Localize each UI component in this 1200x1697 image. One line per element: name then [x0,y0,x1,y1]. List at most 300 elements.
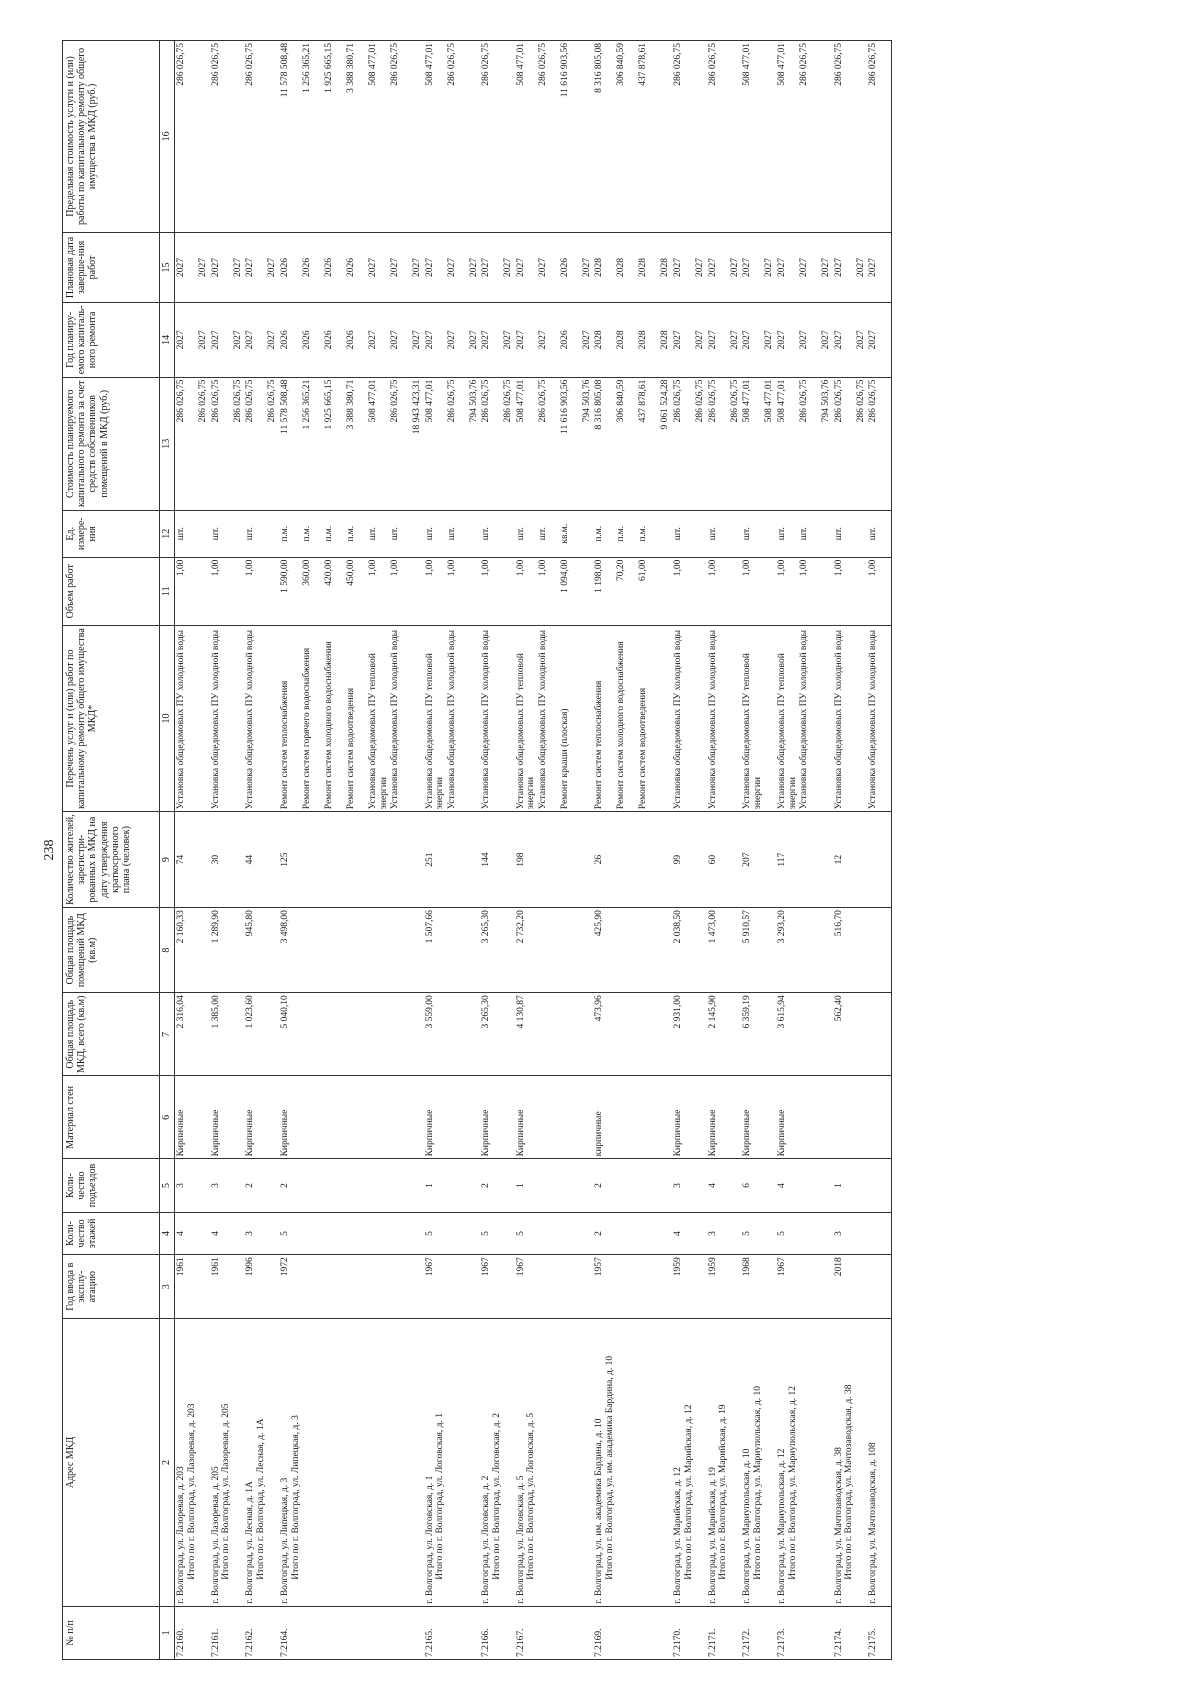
floors-count [867,1212,892,1255]
commissioning-year: 1972 [279,1255,424,1319]
address-cell [515,1319,594,1607]
total-end: 2027 [581,257,592,277]
work-cost: 286 026,75 [245,379,256,423]
work-end-cell [867,232,892,302]
work-limit-cell [244,41,279,233]
total-label: Итого по г. Волгоград, ул. Мариупольская, д. 10 [752,1386,763,1580]
work-year: 2028 [616,330,627,350]
rooms-area: 1 289,90 [210,908,245,993]
work-volume-cell [175,557,210,625]
page-number: 238 [42,839,57,861]
work-limit: 3 388 380,71 [345,43,356,93]
address-line: г. Волгоград, ул. Мариупольская, д. 10 [742,1448,753,1604]
work-name: Установка общедомовых ПУ холодной воды [537,629,548,810]
wall-material: Кирпичные [279,1076,424,1159]
total-end: 2027 [820,257,831,277]
work-unit: шт. [868,527,879,541]
work-year: 2027 [868,330,879,350]
work-limit-cell [776,41,833,233]
work-year: 2027 [210,330,221,350]
work-unit-cell [424,510,481,557]
address-line: г. Волгоград, ул. им. академика Бардина, д. 10 [594,1418,605,1604]
commissioning-year: 1959 [707,1255,742,1319]
work-cost: 286 026,75 [798,379,809,423]
work-end-cell [480,232,515,302]
table-row [279,41,424,1660]
floors-count: 3 [707,1212,742,1255]
work-cost: 286 026,75 [210,379,221,423]
work-year-cell [741,303,776,378]
total-label: Итого по г. Волгоград, ул. Логовская, д. 2 [491,1413,502,1580]
work-cost-cell [279,377,424,510]
work-name: Установка общедомовых ПУ холодной воды [446,629,457,810]
work-cost: 1 925 665,15 [323,379,334,430]
column-header: Год планиру-емого капиталь-ного ремонта [63,303,160,378]
wall-material [867,1076,892,1159]
work-volume: 70,20 [616,559,627,582]
capital-repair-table [62,40,892,1660]
column-number: 10 [160,625,175,811]
work-cost: 11 578 508,48 [279,379,290,434]
work-volume-cell [776,557,833,625]
wall-material: Кирпичные [244,1076,279,1159]
row-number: 7.2175. [867,1606,892,1659]
work-end: 2027 [515,257,526,277]
work-unit: шт. [515,527,526,541]
wall-material: Кирпичные [515,1076,594,1159]
work-volume: 1,00 [742,559,753,577]
work-end: 2027 [776,257,787,277]
work-name: Установка общедомовых ПУ холодной воды [673,629,683,810]
work-end: 2026 [301,257,312,277]
work-end-cell [424,232,481,302]
work-name: Установка общедомовых ПУ холодной воды [833,629,844,810]
column-header: Ед. измере-ния [63,510,160,557]
total-end: 2027 [729,257,740,277]
work-unit-cell [279,510,424,557]
rooms-area: 1 507,66 [424,908,481,993]
column-header: Коли-чество подъездов [63,1159,160,1212]
work-year-cell [480,303,515,378]
work-name: Установка общедомовых ПУ холодной воды [481,629,492,810]
work-year: 2028 [638,330,649,350]
total-year: 2027 [232,330,243,350]
work-name-cell [741,625,776,811]
rooms-area: 5 910,57 [741,908,776,993]
work-name-cell [515,625,594,811]
work-cost: 8 316 805,08 [594,379,605,430]
rooms-area: 945,80 [244,908,279,993]
work-limit: 11 616 903,56 [559,43,570,98]
work-limit: 286 026,75 [833,43,844,86]
commissioning-year: 1967 [424,1255,481,1319]
rooms-area: 3 498,00 [279,908,424,993]
column-header: Количество жителей, зарегистри-рованных в МКД на дату утверждения краткосрочного плана (человек) [63,812,160,908]
commissioning-year: 1967 [776,1255,833,1319]
total-year: 2027 [411,330,422,350]
work-unit: п.м. [616,525,627,542]
column-header: Материал стен [63,1076,160,1159]
column-number: 3 [160,1255,175,1319]
total-cost: 286 026,75 [198,379,208,423]
work-year: 2027 [515,330,526,350]
work-limit: 286 026,75 [798,43,809,86]
commissioning-year [867,1255,892,1319]
commissioning-year: 1961 [210,1255,245,1319]
address-cell [244,1319,279,1607]
floors-count: 2 [593,1212,672,1255]
work-volume-cell [424,557,481,625]
work-end-cell [776,232,833,302]
work-volume: 1,00 [537,559,548,577]
address-line: г. Волгоград, ул. Логовская, д. 5 [515,1475,526,1604]
floors-count: 4 [672,1212,707,1255]
work-end: 2028 [638,257,649,277]
work-name: Установка общедомовых ПУ холодной воды [210,629,221,810]
work-limit-cell [741,41,776,233]
address-cell [210,1319,245,1607]
work-volume: 1 094,00 [559,559,570,593]
work-end-cell [175,232,210,302]
address-cell [480,1319,515,1607]
work-cost: 286 026,75 [481,379,492,423]
work-name-cell [244,625,279,811]
work-cost: 286 026,75 [707,379,718,423]
work-unit-cell [515,510,594,557]
work-name: Установка общедомовых ПУ холодной воды [245,629,256,810]
work-end: 2028 [594,257,605,277]
work-end: 2027 [446,257,457,277]
total-label: Итого по г. Волгоград, ул. Лесная, д. 1А [255,1418,266,1580]
work-unit: шт. [389,527,400,541]
work-cost: 11 616 903,56 [559,379,570,434]
total-area: 3 615,94 [776,993,833,1076]
column-number-row [160,41,175,1660]
total-area: 1 385,00 [210,993,245,1076]
work-limit: 286 026,75 [537,43,548,86]
work-name: Установка общедомовых ПУ холодной воды [868,629,879,810]
work-cost-cell [244,377,279,510]
column-number: 4 [160,1212,175,1255]
total-cost: 286 026,75 [855,379,866,423]
work-year: 2026 [279,330,290,350]
residents-count: 30 [210,812,245,908]
work-name: Установка общедомовых ПУ тепловой энергии [742,653,763,810]
work-cost: 508 477,01 [367,379,378,423]
work-volume: 1,00 [367,559,378,577]
entrances-count: 6 [741,1159,776,1212]
work-volume: 61,00 [638,559,649,582]
work-volume: 1,00 [515,559,526,577]
work-unit-cell [672,510,707,557]
work-name: Ремонт систем водоотведения [345,687,356,810]
work-unit-cell [707,510,742,557]
entrances-count: 3 [672,1159,707,1212]
work-name: Установка общедомовых ПУ тепловой энергии [367,653,389,810]
work-end: 2027 [176,257,186,277]
work-volume: 1,00 [707,559,718,577]
entrances-count: 2 [593,1159,672,1212]
total-cost: 9 061 524,28 [660,379,671,430]
work-cost: 286 026,75 [673,379,683,423]
wall-material: кирпичные [593,1076,672,1159]
work-unit: шт. [673,527,683,541]
work-end: 2026 [345,257,356,277]
work-end: 2027 [389,257,400,277]
work-volume: 1,00 [176,559,186,577]
row-number: 7.2162. [244,1606,279,1659]
entrances-count: 2 [480,1159,515,1212]
work-unit: шт. [537,527,548,541]
total-label: Итого по г. Волгоград, ул. Логовская, д. 1 [435,1413,446,1580]
work-limit: 286 026,75 [707,43,718,86]
total-end: 2027 [468,257,479,277]
work-name: Установка общедомовых ПУ холодной воды [707,629,718,810]
total-end: 2027 [411,257,422,277]
row-number: 7.2169. [593,1606,672,1659]
work-end: 2026 [279,257,290,277]
work-limit: 286 026,75 [176,43,186,86]
work-unit: п.м. [638,525,649,542]
work-limit: 437 878,61 [638,43,649,86]
work-limit: 508 477,01 [515,43,526,86]
work-unit: п.м. [345,525,356,542]
work-volume: 1 590,00 [279,559,290,593]
commissioning-year: 1996 [244,1255,279,1319]
work-unit-cell [741,510,776,557]
wall-material: Кирпичные [741,1076,776,1159]
wall-material: Кирпичные [776,1076,833,1159]
work-unit: п.м. [594,525,605,542]
column-number: 13 [160,377,175,510]
residents-count [867,812,892,908]
work-end-cell [707,232,742,302]
work-cost-cell [424,377,481,510]
work-end: 2026 [559,257,570,277]
row-number: 7.2174. [833,1606,868,1659]
work-name-cell [707,625,742,811]
residents-count: 44 [244,812,279,908]
work-volume: 1 198,00 [594,559,605,593]
address-cell [741,1319,776,1607]
address-line: г. Волгоград, ул. Логовская, д. 2 [481,1475,492,1604]
row-number: 7.2166. [480,1606,515,1659]
work-limit-cell [515,41,594,233]
table-row [515,41,594,1660]
work-volume-cell [833,557,868,625]
work-unit: п.м. [301,525,312,542]
work-name: Ремонт систем теплоснабжения [594,680,605,810]
table-row [175,41,210,1660]
work-year-cell [867,303,892,378]
work-year: 2027 [481,330,492,350]
work-limit: 286 026,75 [245,43,256,86]
work-cost: 508 477,01 [742,379,753,423]
work-name: Ремонт систем холодного водоснабжения [616,641,627,810]
floors-count: 5 [424,1212,481,1255]
floors-count: 5 [480,1212,515,1255]
residents-count: 12 [833,812,868,908]
column-number: 7 [160,993,175,1076]
work-end: 2027 [367,257,378,277]
address-line: г. Волгоград, ул. Марийская, д. 12 [673,1467,683,1604]
work-limit-cell [210,41,245,233]
work-unit: шт. [176,527,186,541]
address-line: г. Волгоград, ул. Лесная, д. 1А [245,1481,256,1604]
total-label: Итого по г. Волгоград, ул. Логовская, д. 5 [526,1413,537,1580]
entrances-count: 2 [244,1159,279,1212]
table-row [867,41,892,1660]
total-area: 562,40 [833,993,868,1076]
work-unit-cell [244,510,279,557]
work-limit-cell [672,41,707,233]
floors-count: 5 [279,1212,424,1255]
address-line: г. Волгоград, ул. Лазоревая, д. 205 [210,1466,221,1604]
work-year-cell [279,303,424,378]
work-limit-cell [175,41,210,233]
work-name-cell [833,625,868,811]
total-label: Итого по г. Волгоград, ул. Мачтозаводская, д. 38 [844,1384,855,1580]
residents-count: 251 [424,812,481,908]
work-volume: 1,00 [245,559,256,577]
column-header: № п/п [63,1606,160,1659]
work-end: 2027 [833,257,844,277]
address-line: г. Волгоград, ул. Мачтозаводская, д. 38 [833,1447,844,1604]
work-cost: 286 026,75 [176,379,186,423]
work-unit: шт. [245,527,256,541]
work-volume-cell [279,557,424,625]
address-cell [279,1319,424,1607]
work-cost: 508 477,01 [776,379,787,423]
work-limit: 1 925 665,15 [323,43,334,93]
work-limit: 508 477,01 [424,43,435,86]
work-year: 2027 [424,330,435,350]
work-end-cell [279,232,424,302]
work-name: Ремонт систем горячего водоснабжения [301,647,312,810]
column-number: 5 [160,1159,175,1212]
work-unit: шт. [446,527,457,541]
work-year: 2026 [301,330,312,350]
total-label: Итого по г. Волгоград, ул. Мариупольская, д. 12 [787,1386,798,1580]
work-year: 2026 [559,330,570,350]
total-cost: 794 503,76 [820,379,831,423]
address-line: г. Волгоград, ул. Лазоревая, д. 203 [176,1466,186,1604]
total-end: 2027 [695,257,705,277]
total-area: 2 931,00 [672,993,707,1076]
work-unit: шт. [798,527,809,541]
total-year: 2027 [198,330,208,350]
table-row [593,41,672,1660]
work-year: 2027 [367,330,378,350]
address-line: г. Волгоград, ул. Мачтозаводская, д. 108 [868,1442,879,1604]
work-unit: шт. [210,527,221,541]
wall-material: Кирпичные [175,1076,210,1159]
column-header: Адрес МКД [63,1319,160,1607]
work-limit-cell [593,41,672,233]
work-name-cell [210,625,245,811]
total-end: 2027 [503,257,514,277]
residents-count: 207 [741,812,776,908]
work-name: Установка общедомовых ПУ тепловой энергии [515,653,537,810]
row-number: 7.2167. [515,1606,594,1659]
column-number: 16 [160,41,175,233]
work-year: 2027 [537,330,548,350]
work-limit-cell [480,41,515,233]
column-number: 11 [160,557,175,625]
work-cost: 3 388 380,71 [345,379,356,430]
work-unit: шт. [707,527,718,541]
column-header: Год ввода в эксплу-атацию [63,1255,160,1319]
total-cost: 286 026,75 [267,379,278,423]
table-row [707,41,742,1660]
work-year-cell [175,303,210,378]
address-cell [424,1319,481,1607]
total-area: 6 359,19 [741,993,776,1076]
work-cost-cell [867,377,892,510]
commissioning-year: 1967 [480,1255,515,1319]
work-cost: 286 026,75 [389,379,400,423]
address-line: г. Волгоград, ул. Логовская, д. 1 [424,1475,435,1604]
column-header: Объем работ [63,557,160,625]
total-end: 2027 [855,257,866,277]
work-name: Установка общедомовых ПУ холодной воды [389,629,400,810]
work-volume: 1,00 [481,559,492,577]
total-year: 2028 [660,330,671,350]
address-cell [175,1319,210,1607]
work-name-cell [593,625,672,811]
work-end: 2027 [210,257,221,277]
work-volume-cell [741,557,776,625]
work-limit: 1 256 365,21 [301,43,312,93]
work-limit: 8 316 805,08 [594,43,605,93]
residents-count: 74 [175,812,210,908]
work-year: 2027 [776,330,787,350]
work-volume: 1,00 [424,559,435,577]
work-end: 2027 [424,257,435,277]
work-unit-cell [593,510,672,557]
work-name-cell [867,625,892,811]
column-header: Коли-чество этажей [63,1212,160,1255]
entrances-count: 4 [776,1159,833,1212]
total-year: 2027 [581,330,592,350]
entrances-count: 2 [279,1159,424,1212]
total-end: 2027 [232,257,243,277]
work-volume: 1,00 [210,559,221,577]
work-unit-cell [833,510,868,557]
total-cost: 286 026,75 [503,379,514,423]
work-unit: шт. [481,527,492,541]
row-number: 7.2160. [175,1606,210,1659]
column-number: 8 [160,908,175,993]
total-cost: 508 477,01 [764,379,775,423]
work-limit: 286 026,75 [389,43,400,86]
work-end-cell [833,232,868,302]
work-end: 2027 [481,257,492,277]
table-row [672,41,707,1660]
row-number: 7.2161. [210,1606,245,1659]
work-volume: 1,00 [776,559,787,577]
commissioning-year: 1957 [593,1255,672,1319]
residents-count: 26 [593,812,672,908]
address-line: г. Волгоград, ул. Марийская, д. 19 [707,1467,718,1604]
header-row [63,41,160,1660]
work-year-cell [672,303,707,378]
commissioning-year: 1968 [741,1255,776,1319]
total-cost: 286 026,75 [232,379,243,423]
rooms-area: 1 473,00 [707,908,742,993]
column-number: 6 [160,1076,175,1159]
column-number: 2 [160,1319,175,1607]
